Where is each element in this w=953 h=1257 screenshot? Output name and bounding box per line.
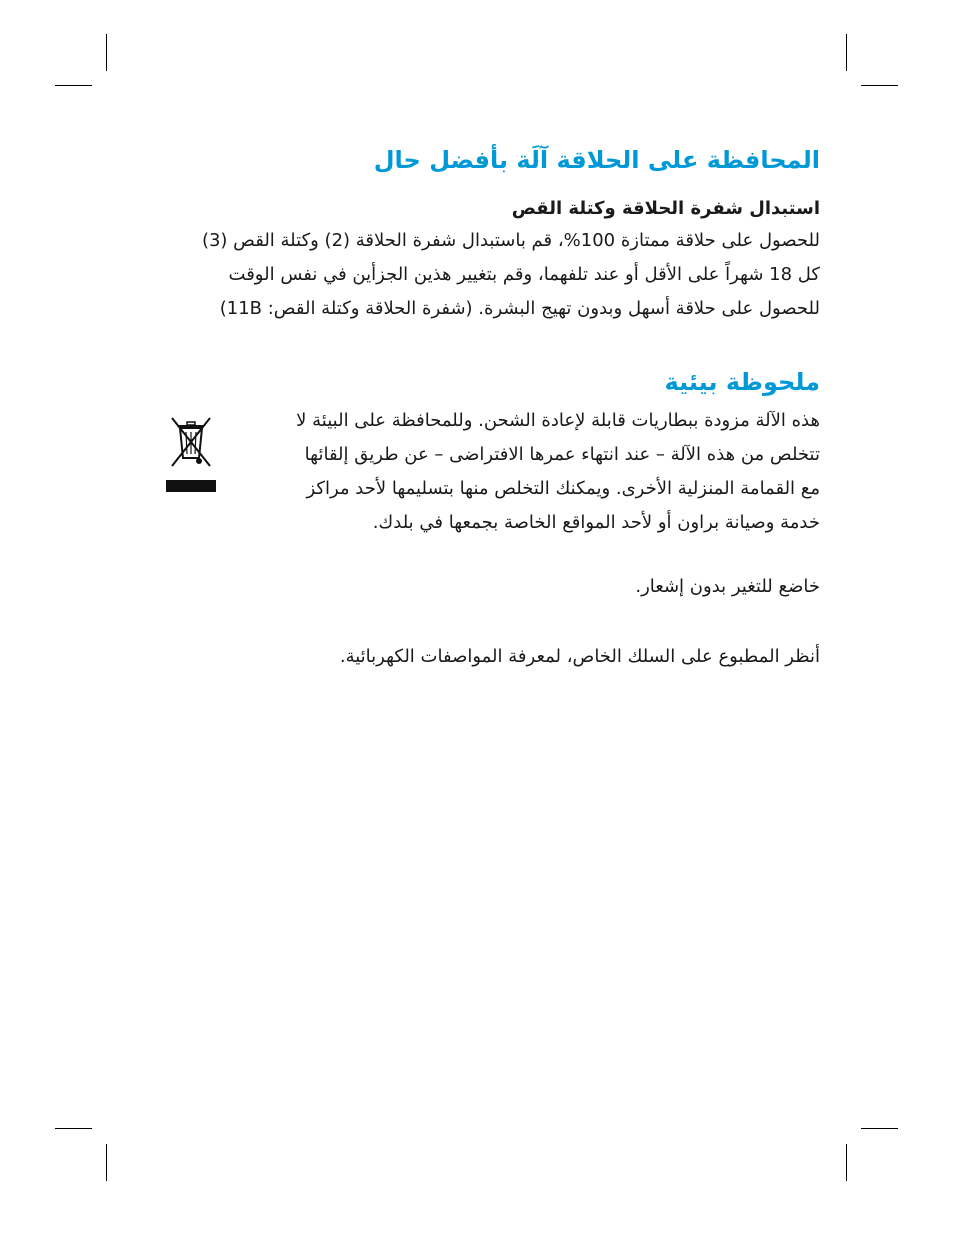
crossed-out-wheelie-bin-icon — [166, 414, 216, 470]
crop-mark-top-right-vertical — [846, 34, 847, 71]
crop-mark-bottom-left-horizontal — [55, 1128, 92, 1129]
bin-symbol-underline-bar — [166, 480, 216, 492]
crop-mark-bottom-right-vertical — [846, 1144, 847, 1181]
section-title-environment: ملحوظة بيئية — [664, 368, 820, 396]
paragraph-line: كل 18 شهراً على الأقل أو عند تلفهما، وقم بتغيير هذين الجزأين في نفس الوقت — [228, 264, 820, 285]
crop-mark-top-left-horizontal — [55, 85, 92, 86]
section-subtitle-replacement: استبدال شفرة الحلاقة وكتلة القص — [511, 198, 820, 219]
paragraph-line: للحصول على حلاقة ممتازة 100%، قم باستبدال شفرة الحلاقة (2) وكتلة القص (3) — [201, 230, 820, 251]
paragraph-line: للحصول على حلاقة أسهل وبدون تهيج البشرة. (شفرة الحلاقة وكتلة القص: 11B) — [219, 298, 820, 319]
crop-mark-bottom-left-vertical — [106, 1144, 107, 1181]
change-notice: خاضع للتغير بدون إشعار. — [635, 576, 820, 597]
environment-paragraph — [140, 404, 820, 540]
section-title-maintenance: المحافظة على الحلاقة آلَة بأفضل حال — [373, 146, 820, 174]
paragraph-line: تتخلص من هذه الآلة – عند انتهاء عمرها الافتراضى – عن طريق إلقائها — [304, 444, 820, 465]
replacement-paragraph — [140, 224, 820, 326]
crop-mark-top-right-horizontal — [861, 85, 898, 86]
page-content — [140, 140, 820, 674]
paragraph-line: هذه الآلة مزودة ببطاريات قابلة لإعادة الشحن. وللمحافظة على البيئة لا — [296, 410, 820, 431]
specs-notice: أنظر المطبوع على السلك الخاص، لمعرفة المواصفات الكهربائية. — [339, 646, 820, 667]
crop-mark-top-left-vertical — [106, 34, 107, 71]
crop-mark-bottom-right-horizontal — [861, 1128, 898, 1129]
paragraph-line: مع القمامة المنزلية الأخرى. ويمكنك التخلص منها بتسليمها لأحد مراكز — [306, 478, 820, 499]
paragraph-line: خدمة وصيانة براون أو لأحد المواقع الخاصة بجمعها في بلدك. — [372, 512, 820, 533]
environment-block — [140, 404, 820, 540]
